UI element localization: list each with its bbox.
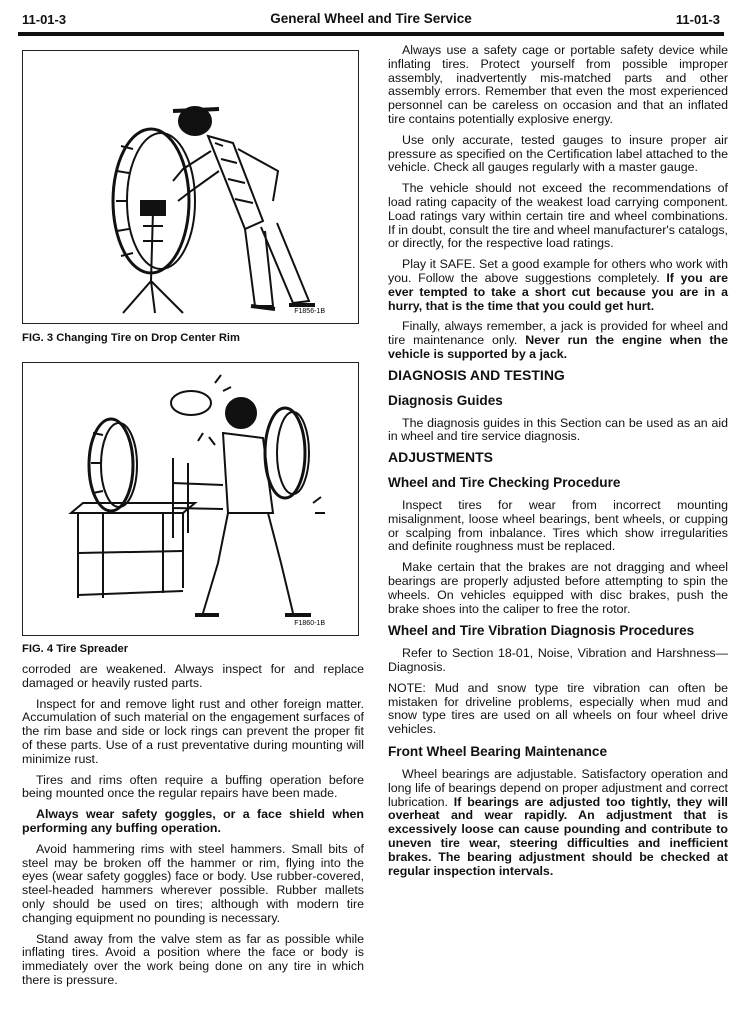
paragraph-text: Play it SAFE. Set a good example for others who work with you. Follow the above suggestions completely. bbox=[388, 257, 728, 285]
paragraph: Refer to Section 18-01, Noise, Vibration and Harshness—Diagnosis. bbox=[388, 646, 728, 675]
paragraph-emphasis: Never run the engine when the vehicle is supported by a jack. bbox=[388, 333, 728, 361]
figure-4-caption: FIG. 4 Tire Spreader bbox=[22, 643, 129, 655]
tire-spreader-drawing bbox=[23, 363, 358, 635]
section-heading-adjustments: ADJUSTMENTS bbox=[388, 449, 494, 466]
subheading-diagnosis-guides: Diagnosis Guides bbox=[388, 392, 503, 408]
paragraph bbox=[388, 320, 728, 361]
subheading-bearing-maintenance: Front Wheel Bearing Maintenance bbox=[388, 744, 608, 760]
paragraph-text: Wheel bearings are adjustable. Satisfactory operation and long life of bearings depend on proper adjustment and correct lubrication. bbox=[388, 767, 728, 809]
paragraph: Make certain that the brakes are not dragging and wheel bearings are properly adjusted before attempting to spin the wheels. On vehicles equipped with disc brakes, push the brake shoes into the caliper to free the rotor. bbox=[388, 560, 728, 616]
figure-4-code: F1860-1B bbox=[294, 620, 325, 627]
figure-3-caption: FIG. 3 Changing Tire on Drop Center Rim bbox=[22, 332, 240, 344]
paragraph bbox=[388, 768, 728, 878]
tire-changing-drawing bbox=[23, 51, 358, 323]
paragraph: Inspect for and remove light rust and other foreign matter. Accumulation of such material on the engagement surfaces of the rim base and side or lock rings can prevent the proper fit of these parts. Use of a rust preventative during mounting will minimize rust. bbox=[22, 696, 364, 766]
paragraph: The vehicle should not exceed the recommendations of load rating capacity of the weakest load carrying component. Load ratings vary within certain tire and wheel combinations. If in doubt, consult the tire and wheel manufacturer's catalogs, or directly, for the respective load ratings. bbox=[388, 181, 728, 251]
paragraph: Avoid hammering rims with steel hammers. Small bits of steel may be broken off the hammer or rim, flying into the eyes (wear safety goggles) face or body. Use rubber-covered, steel-headed hammers wherever possible. Rubber mallets only should be used on tires; although with modern tire changing equipment no pounding is necessary. bbox=[22, 841, 364, 925]
page-title: General Wheel and Tire Service bbox=[270, 11, 472, 26]
paragraph bbox=[388, 258, 728, 313]
left-column bbox=[22, 663, 364, 995]
page-number-left: 11-01-3 bbox=[22, 12, 67, 27]
note: NOTE: Mud and snow type tire vibration can often be mistaken for driveline problems, especially when mud and snow type tires are used on all wheels on four wheel drive vehicles. bbox=[388, 680, 728, 737]
paragraph: corroded are weakened. Always inspect for and replace damaged or heavily rusted parts. bbox=[22, 662, 364, 690]
figure-3-illustration bbox=[22, 50, 359, 324]
paragraph: Use only accurate, tested gauges to insure proper air pressure as specified on the Certification label attached to the vehicle. Check all gauges regularly with a master gauge. bbox=[388, 132, 728, 175]
header-rule bbox=[18, 32, 724, 36]
paragraph: Always use a safety cage or portable safety device while inflating tires. Protect yourself from possible improper assembly, inadvertently mis-matched parts and other assembly errors. Remember that even the most experienced personnel can be careless on occasion and that an inflated tire contains potentially explosive energy. bbox=[388, 43, 728, 126]
right-column bbox=[388, 44, 728, 885]
section-heading-diagnosis: DIAGNOSIS AND TESTING bbox=[388, 366, 565, 383]
safety-warning: Always wear safety goggles, or a face shield when performing any buffing operation. bbox=[22, 807, 364, 835]
paragraph-text: Finally, always remember, a jack is provided for wheel and tire maintenance only. bbox=[388, 319, 728, 348]
page-number-right: 11-01-3 bbox=[675, 12, 720, 27]
paragraph-emphasis: If you are ever tempted to take a short cut because you are in a hurry, that is the time that you could get hurt. bbox=[388, 270, 728, 313]
page-header bbox=[18, 8, 724, 32]
subheading-vibration-diagnosis: Wheel and Tire Vibration Diagnosis Procedures bbox=[388, 623, 695, 639]
paragraph: Inspect tires for wear from incorrect mounting misalignment, loose wheel bearings, bent wheels, or cupping or scalping from inbalance. Tires which show irregularities and definite roughness must be replaced. bbox=[388, 497, 728, 554]
subheading-checking-procedure: Wheel and Tire Checking Procedure bbox=[388, 474, 621, 490]
paragraph: Stand away from the valve stem as far as possible while inflating tires. Avoid a position where the face or body is immediately over the work being done on any tire in which there is pressure. bbox=[22, 931, 364, 987]
paragraph-emphasis: If bearings are adjusted too tightly, they will overheat and wear rapidly. An adjustment that is excessively loose can cause pounding and contribute to uneven tire wear, steering difficulties and inefficient brakes. The bearing adjustment should be checked at regular inspection intervals. bbox=[388, 794, 728, 878]
paragraph: The diagnosis guides in this Section can be used as an aid in wheel and tire service diagnosis. bbox=[388, 415, 728, 444]
paragraph: Tires and rims often require a buffing operation before being mounted once the regular repairs have been made. bbox=[22, 772, 364, 801]
figure-4-illustration bbox=[22, 362, 359, 636]
figure-3-code: F1856-1B bbox=[294, 308, 325, 315]
